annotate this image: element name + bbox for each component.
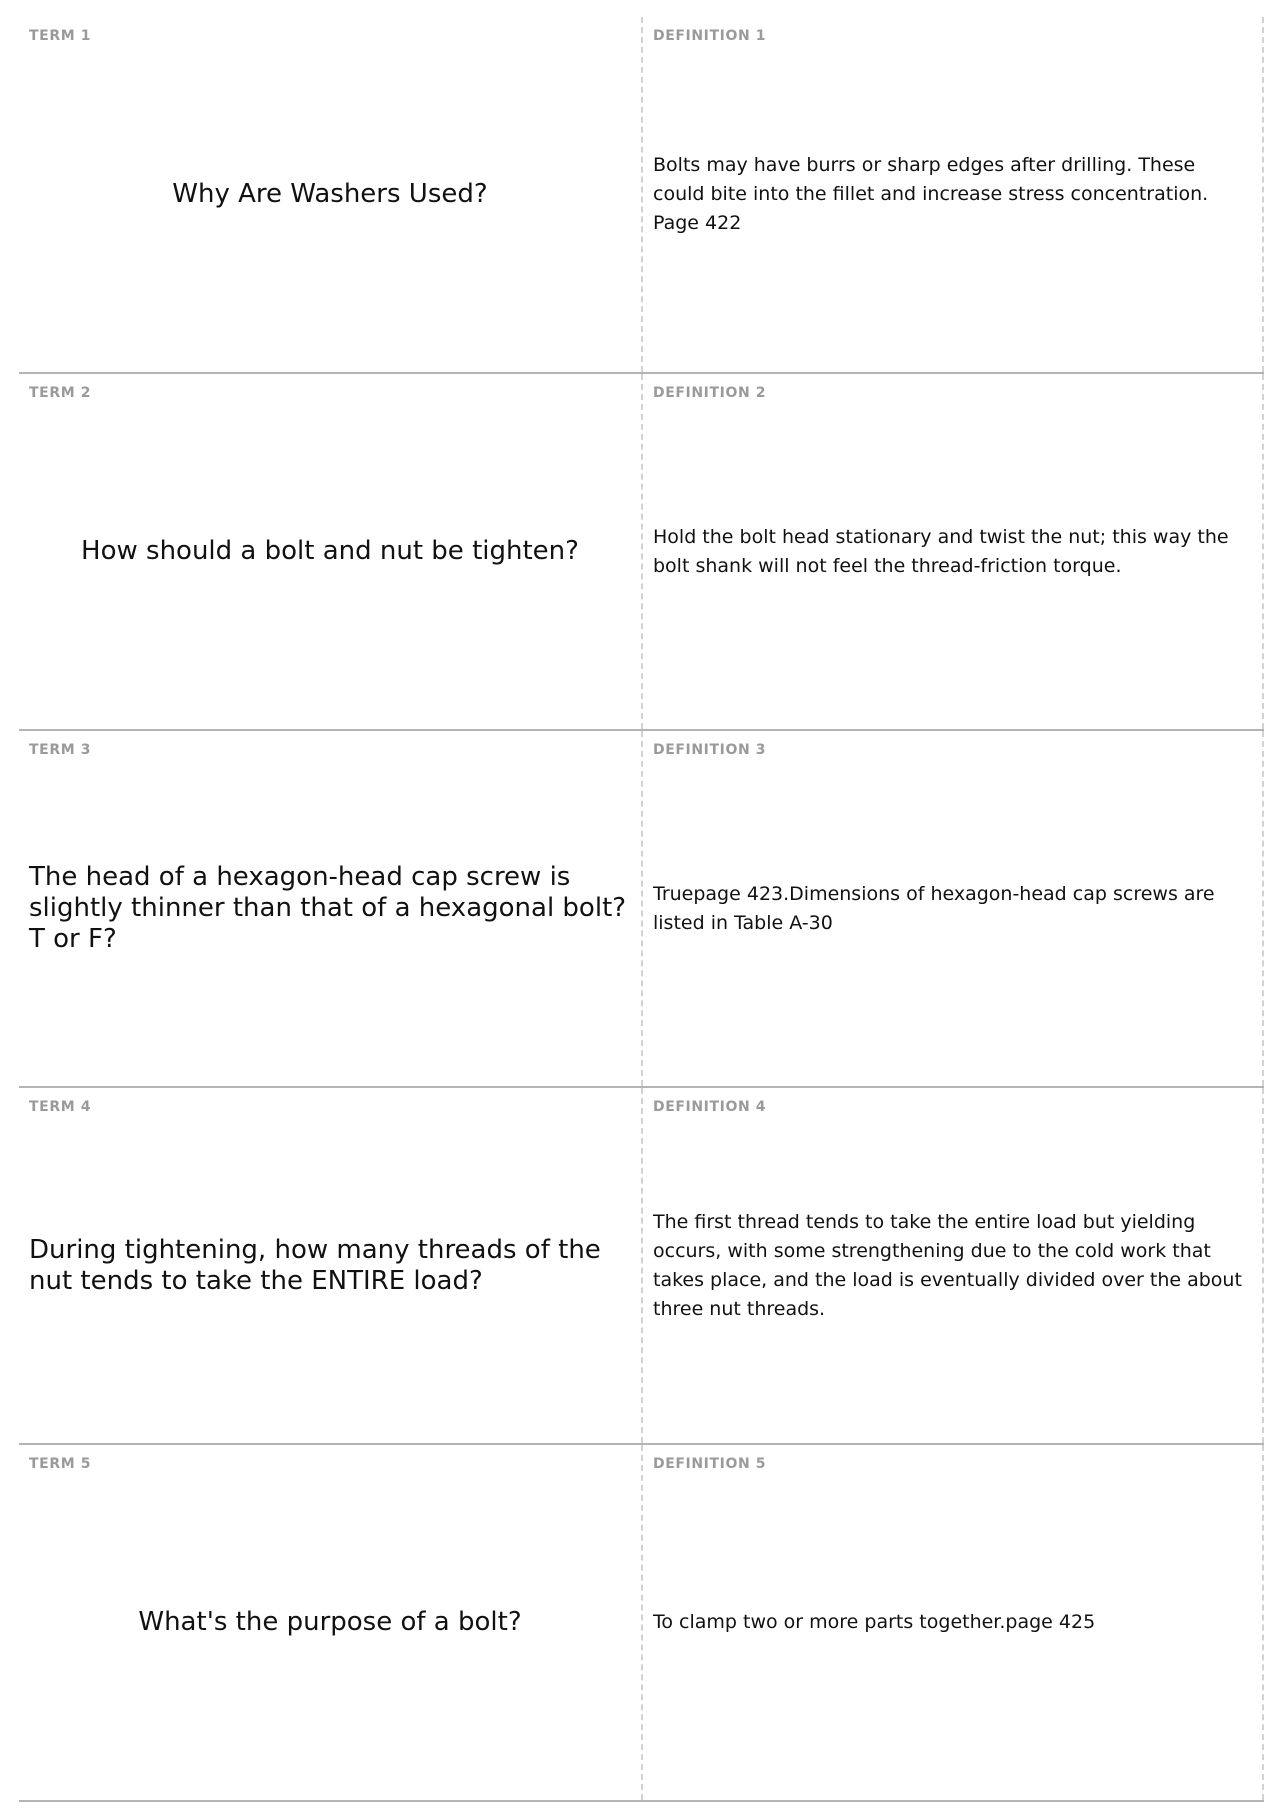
term-line: During tightening, how many threads of the <box>29 1234 601 1265</box>
term-label: TERM 3 <box>29 742 92 758</box>
flashcard-row-1 <box>19 17 1264 374</box>
definition-line: occurs, with some strengthening due to the cold work that <box>653 1239 1211 1262</box>
term-line: nut tends to take the ENTIRE load? <box>29 1265 483 1296</box>
definition-line: Page 422 <box>653 212 742 234</box>
definition-line: three nut threads. <box>653 1297 826 1320</box>
term-label: TERM 1 <box>29 28 92 44</box>
definition-text <box>653 880 1252 938</box>
term-body <box>29 17 631 372</box>
definition-line: Hold the bolt head stationary and twist the nut; this way the <box>653 525 1229 548</box>
definition-line: listed in Table A-30 <box>653 911 833 934</box>
definition-body <box>653 17 1252 372</box>
definition-text <box>653 1608 1252 1637</box>
term-cell <box>19 731 643 1086</box>
definition-cell <box>643 1445 1264 1800</box>
definition-line: bolt shank will not feel the thread-friction torque. <box>653 554 1122 577</box>
flashcard-row-2 <box>19 374 1264 731</box>
definition-cell <box>643 1088 1264 1443</box>
definition-label: DEFINITION 2 <box>653 385 767 401</box>
definition-line: takes place, and the load is eventually divided over the about <box>653 1268 1242 1291</box>
definition-label: DEFINITION 3 <box>653 742 767 758</box>
definition-body <box>653 731 1252 1086</box>
term-text: Why Are Washers Used? <box>172 179 488 209</box>
term-cell <box>19 1088 643 1443</box>
term-text: What's the purpose of a bolt? <box>138 1607 522 1637</box>
flashcard-row-3 <box>19 731 1264 1088</box>
definition-body <box>653 1088 1252 1443</box>
term-text: How should a bolt and nut be tighten? <box>81 536 579 566</box>
term-label: TERM 2 <box>29 385 92 401</box>
term-body <box>29 1445 631 1800</box>
definition-body <box>653 374 1252 729</box>
definition-line: The first thread tends to take the entire load but yielding <box>653 1210 1196 1233</box>
definition-label: DEFINITION 4 <box>653 1099 767 1115</box>
definition-label: DEFINITION 5 <box>653 1456 767 1472</box>
flashcard-sheet <box>19 17 1264 1802</box>
term-body <box>29 1088 631 1443</box>
definition-cell <box>643 374 1264 729</box>
term-cell <box>19 1445 643 1800</box>
term-cell <box>19 374 643 729</box>
term-line: slightly thinner than that of a hexagonal bolt? <box>29 893 627 923</box>
definition-line: Truepage 423.Dimensions of hexagon-head cap screws are <box>653 882 1215 905</box>
flashcard-row-5 <box>19 1445 1264 1802</box>
definition-text <box>653 151 1252 238</box>
term-label: TERM 4 <box>29 1099 92 1115</box>
term-text <box>29 862 631 955</box>
term-body <box>29 731 631 1086</box>
term-line: T or F? <box>29 924 117 954</box>
definition-body <box>653 1445 1252 1800</box>
definition-label: DEFINITION 1 <box>653 28 767 44</box>
term-line: The head of a hexagon-head cap screw is <box>29 862 571 892</box>
term-cell <box>19 17 643 372</box>
term-body <box>29 374 631 729</box>
definition-text <box>653 1208 1252 1324</box>
definition-line: could bite into the fillet and increase stress concentration. <box>653 183 1209 205</box>
definition-text <box>653 523 1252 581</box>
definition-cell <box>643 17 1264 372</box>
definition-line: Bolts may have burrs or sharp edges after drilling. These <box>653 154 1196 176</box>
flashcard-row-4 <box>19 1088 1264 1445</box>
term-label: TERM 5 <box>29 1456 92 1472</box>
definition-cell <box>643 731 1264 1086</box>
definition-line: To clamp two or more parts together.page 425 <box>653 1611 1096 1633</box>
term-text <box>29 1235 631 1297</box>
